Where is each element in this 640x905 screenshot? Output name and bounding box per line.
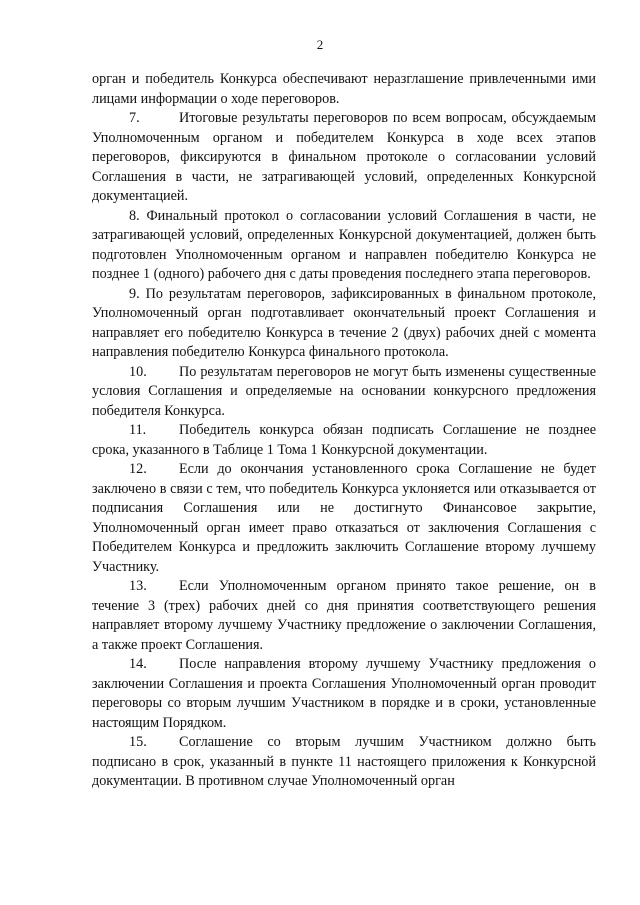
paragraph-text: По результатам переговоров не могут быть изменены существенные условия Соглашения и определяемые на основании конкурсного предложения победителя Конкурса. [92,363,596,419]
paragraph-9 [92,285,596,363]
paragraph-number: 13. [129,578,147,594]
paragraph-number: 14. [129,656,147,672]
paragraph-text: Финальный протокол о согласовании условий Соглашения в части, не затрагивающей условий, определенных Конкурсной документацией, должен быть подготовлен Уполномоченным органом и направлен победителю Конкурса не позднее 1 (одного) рабочего дня с даты проведения последнего этапа переговоров. [92,207,596,282]
paragraph-text: Итоговые результаты переговоров по всем вопросам, обсуждаемым Уполномоченным органом и победителем Конкурса в ходе всех этапов переговоров, фиксируются в финальном протоколе о согласовании условий Соглашения в части, не затрагивающей условий, определенных Конкурсной документацией. [92,110,596,204]
paragraph-continuation [92,70,596,109]
paragraph-text: После направления второму лучшему Участнику предложения о заключении Соглашения и проекта Соглашения Уполномоченный орган проводит переговоры со вторым лучшим Участником в порядке и в сроки, установленные настоящим Порядком. [92,656,596,731]
paragraph-12 [92,460,596,577]
paragraph-text: По результатам переговоров, зафиксированных в финальном протоколе, Уполномоченный орган подготавливает окончательный проект Соглашения и направляет его победителю Конкурса в течение 2 (двух) рабочих дней с момента направления победителю Конкурса финального протокола. [92,285,596,360]
paragraph-text: орган и победитель Конкурса обеспечивают неразглашение привлеченными ими лицами информации о ходе переговоров. [92,71,596,107]
paragraph-number: 9. [129,285,140,302]
paragraph-number: 7. [129,110,140,126]
paragraph-14 [92,655,596,733]
paragraph-text: Если Уполномоченным органом принято такое решение, он в течение 3 (трех) рабочих дней со дня принятия соответствующего решения направляет второму лучшему Участнику предложение о заключении Соглашения, а также проект Соглашения. [92,578,596,653]
paragraph-15 [92,733,596,792]
paragraph-text: Соглашение со вторым лучшим Участником должно быть подписано в срок, указанный в пункте 11 настоящего приложения к Конкурсной документации. В противном случае Уполномоченный орган [92,734,596,789]
paragraph-number: 8. [129,207,140,224]
paragraph-11 [92,421,596,460]
paragraph-number: 10. [129,363,147,380]
page-number: 2 [316,37,324,52]
paragraph-text: Если до окончания установленного срока Соглашение не будет заключено в связи с тем, что победитель Конкурса уклоняется или отказывается от подписания Соглашения или не достигнуто Финансовое закрытие, Уполномоченный орган имеет право отказаться от заключения Соглашения с Победителем Конкурса и предложить заключить Соглашение второму лучшему Участнику. [92,461,596,575]
paragraph-text: Победитель конкурса обязан подписать Соглашение не позднее срока, указанного в Таблице 1 Тома 1 Конкурсной документации. [92,422,596,458]
paragraph-number: 12. [129,461,147,477]
paragraph-10 [92,363,596,422]
paragraph-7 [92,109,596,207]
paragraph-8 [92,207,596,285]
document-body [92,70,596,792]
paragraph-number: 11. [129,422,147,438]
paragraph-number: 15. [129,734,147,750]
paragraph-13 [92,577,596,655]
